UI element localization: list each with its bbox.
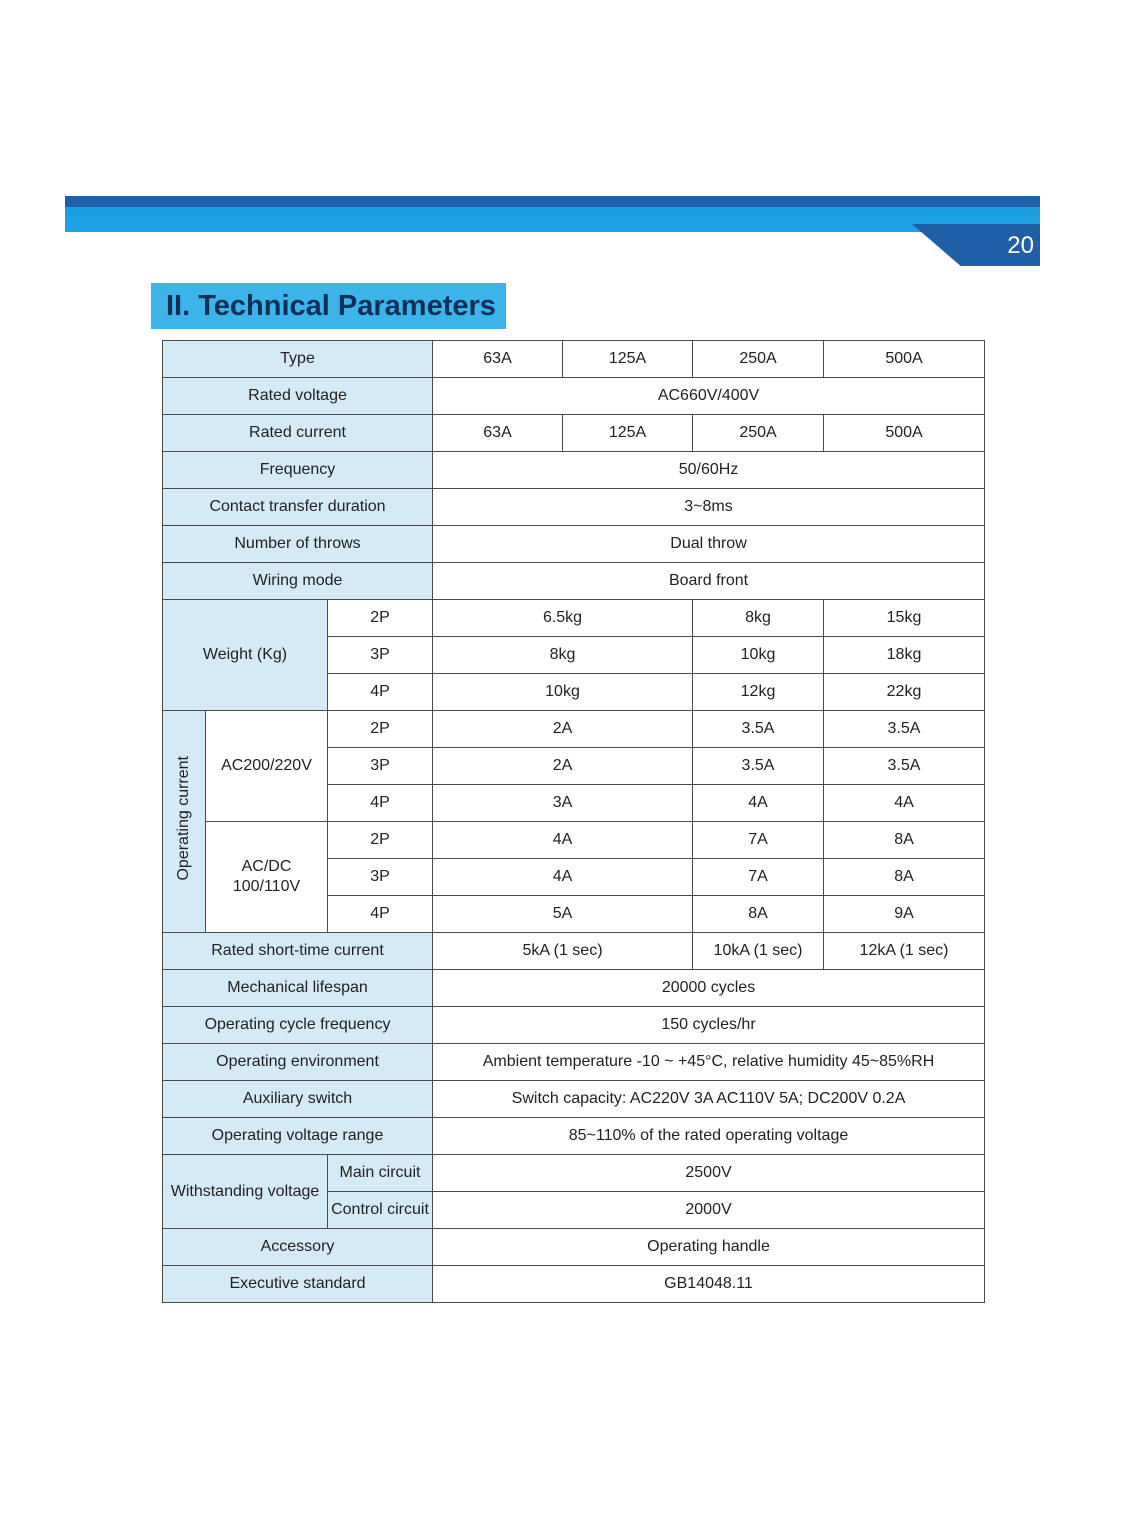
cycle-frequency-value: 150 cycles/hr (433, 1007, 985, 1044)
table-row (163, 489, 985, 526)
table-row (163, 1118, 985, 1155)
rated-current-value: 125A (563, 415, 693, 452)
operating-current-text: Operating current (175, 756, 192, 881)
page-number: 20 (1007, 232, 1034, 259)
table-row (163, 933, 985, 970)
type-label: Type (163, 341, 433, 378)
weight-value: 18kg (824, 637, 985, 674)
weight-value: 22kg (824, 674, 985, 711)
rated-current-value: 63A (433, 415, 563, 452)
weight-value: 12kg (693, 674, 824, 711)
aux-switch-label: Auxiliary switch (163, 1081, 433, 1118)
rated-current-label: Rated current (163, 415, 433, 452)
weight-value: 8kg (433, 637, 693, 674)
throws-value: Dual throw (433, 526, 985, 563)
cycle-frequency-label: Operating cycle frequency (163, 1007, 433, 1044)
table-row (163, 563, 985, 600)
current-value: 7A (693, 859, 824, 896)
table-row (163, 452, 985, 489)
type-value: 125A (563, 341, 693, 378)
current-value: 8A (693, 896, 824, 933)
table-row (163, 711, 985, 748)
main-circuit-label: Main circuit (328, 1155, 433, 1192)
accessory-value: Operating handle (433, 1229, 985, 1266)
table-row (163, 1081, 985, 1118)
current-value: 5A (433, 896, 693, 933)
weight-value: 6.5kg (433, 600, 693, 637)
rated-voltage-value: AC660V/400V (433, 378, 985, 415)
pole-cell: 4P (328, 785, 433, 822)
pole-cell: 3P (328, 859, 433, 896)
wiring-label: Wiring mode (163, 563, 433, 600)
table-row (163, 526, 985, 563)
current-value: 4A (824, 785, 985, 822)
rated-voltage-label: Rated voltage (163, 378, 433, 415)
pole-cell: 2P (328, 600, 433, 637)
table-row (163, 378, 985, 415)
pole-cell: 4P (328, 896, 433, 933)
standard-value: GB14048.11 (433, 1266, 985, 1303)
ac200-group-label: AC200/220V (206, 711, 328, 822)
table-row (163, 970, 985, 1007)
weight-value: 8kg (693, 600, 824, 637)
current-value: 3.5A (824, 748, 985, 785)
short-time-value: 10kA (1 sec) (693, 933, 824, 970)
weight-value: 10kg (693, 637, 824, 674)
voltage-range-label: Operating voltage range (163, 1118, 433, 1155)
current-value: 9A (824, 896, 985, 933)
pole-cell: 4P (328, 674, 433, 711)
current-value: 2A (433, 748, 693, 785)
voltage-range-value: 85~110% of the rated operating voltage (433, 1118, 985, 1155)
rated-current-value: 250A (693, 415, 824, 452)
contact-transfer-label: Contact transfer duration (163, 489, 433, 526)
short-time-label: Rated short-time current (163, 933, 433, 970)
short-time-value: 12kA (1 sec) (824, 933, 985, 970)
section-title: II. Technical Parameters (151, 283, 506, 329)
current-value: 2A (433, 711, 693, 748)
current-value: 4A (433, 822, 693, 859)
weight-value: 10kg (433, 674, 693, 711)
table-row (163, 1155, 985, 1192)
aux-switch-value: Switch capacity: AC220V 3A AC110V 5A; DC200V 0.2A (433, 1081, 985, 1118)
acdc-label-line1: AC/DC (241, 858, 292, 875)
current-value: 3A (433, 785, 693, 822)
rated-current-value: 500A (824, 415, 985, 452)
withstanding-label: Withstanding voltage (163, 1155, 328, 1229)
table-row (163, 341, 985, 378)
weight-value: 15kg (824, 600, 985, 637)
environment-label: Operating environment (163, 1044, 433, 1081)
table-row (163, 1229, 985, 1266)
type-value: 500A (824, 341, 985, 378)
current-value: 8A (824, 859, 985, 896)
table-row (163, 1266, 985, 1303)
current-value: 7A (693, 822, 824, 859)
lifespan-label: Mechanical lifespan (163, 970, 433, 1007)
type-value: 250A (693, 341, 824, 378)
acdc-group-label (206, 822, 328, 933)
current-value: 4A (693, 785, 824, 822)
current-value: 3.5A (824, 711, 985, 748)
short-time-value: 5kA (1 sec) (433, 933, 693, 970)
pole-cell: 2P (328, 711, 433, 748)
table-row (163, 822, 985, 859)
header-band (65, 196, 1040, 232)
technical-parameters-table (162, 340, 985, 1303)
acdc-label-line2: 100/110V (232, 878, 301, 895)
contact-transfer-value: 3~8ms (433, 489, 985, 526)
lifespan-value: 20000 cycles (433, 970, 985, 1007)
control-circuit-label: Control circuit (328, 1192, 433, 1229)
throws-label: Number of throws (163, 526, 433, 563)
standard-label: Executive standard (163, 1266, 433, 1303)
table-row (163, 415, 985, 452)
frequency-value: 50/60Hz (433, 452, 985, 489)
pole-cell: 3P (328, 748, 433, 785)
table-row (163, 1044, 985, 1081)
current-value: 3.5A (693, 748, 824, 785)
pole-cell: 2P (328, 822, 433, 859)
wiring-value: Board front (433, 563, 985, 600)
main-circuit-value: 2500V (433, 1155, 985, 1192)
environment-value: Ambient temperature -10 ~ +45°C, relative humidity 45~85%RH (433, 1044, 985, 1081)
type-value: 63A (433, 341, 563, 378)
accessory-label: Accessory (163, 1229, 433, 1266)
weight-label: Weight (Kg) (163, 600, 328, 711)
current-value: 3.5A (693, 711, 824, 748)
pole-cell: 3P (328, 637, 433, 674)
current-value: 4A (433, 859, 693, 896)
current-value: 8A (824, 822, 985, 859)
frequency-label: Frequency (163, 452, 433, 489)
table-row (163, 600, 985, 637)
table-row (163, 1007, 985, 1044)
operating-current-label (163, 711, 206, 933)
control-circuit-value: 2000V (433, 1192, 985, 1229)
